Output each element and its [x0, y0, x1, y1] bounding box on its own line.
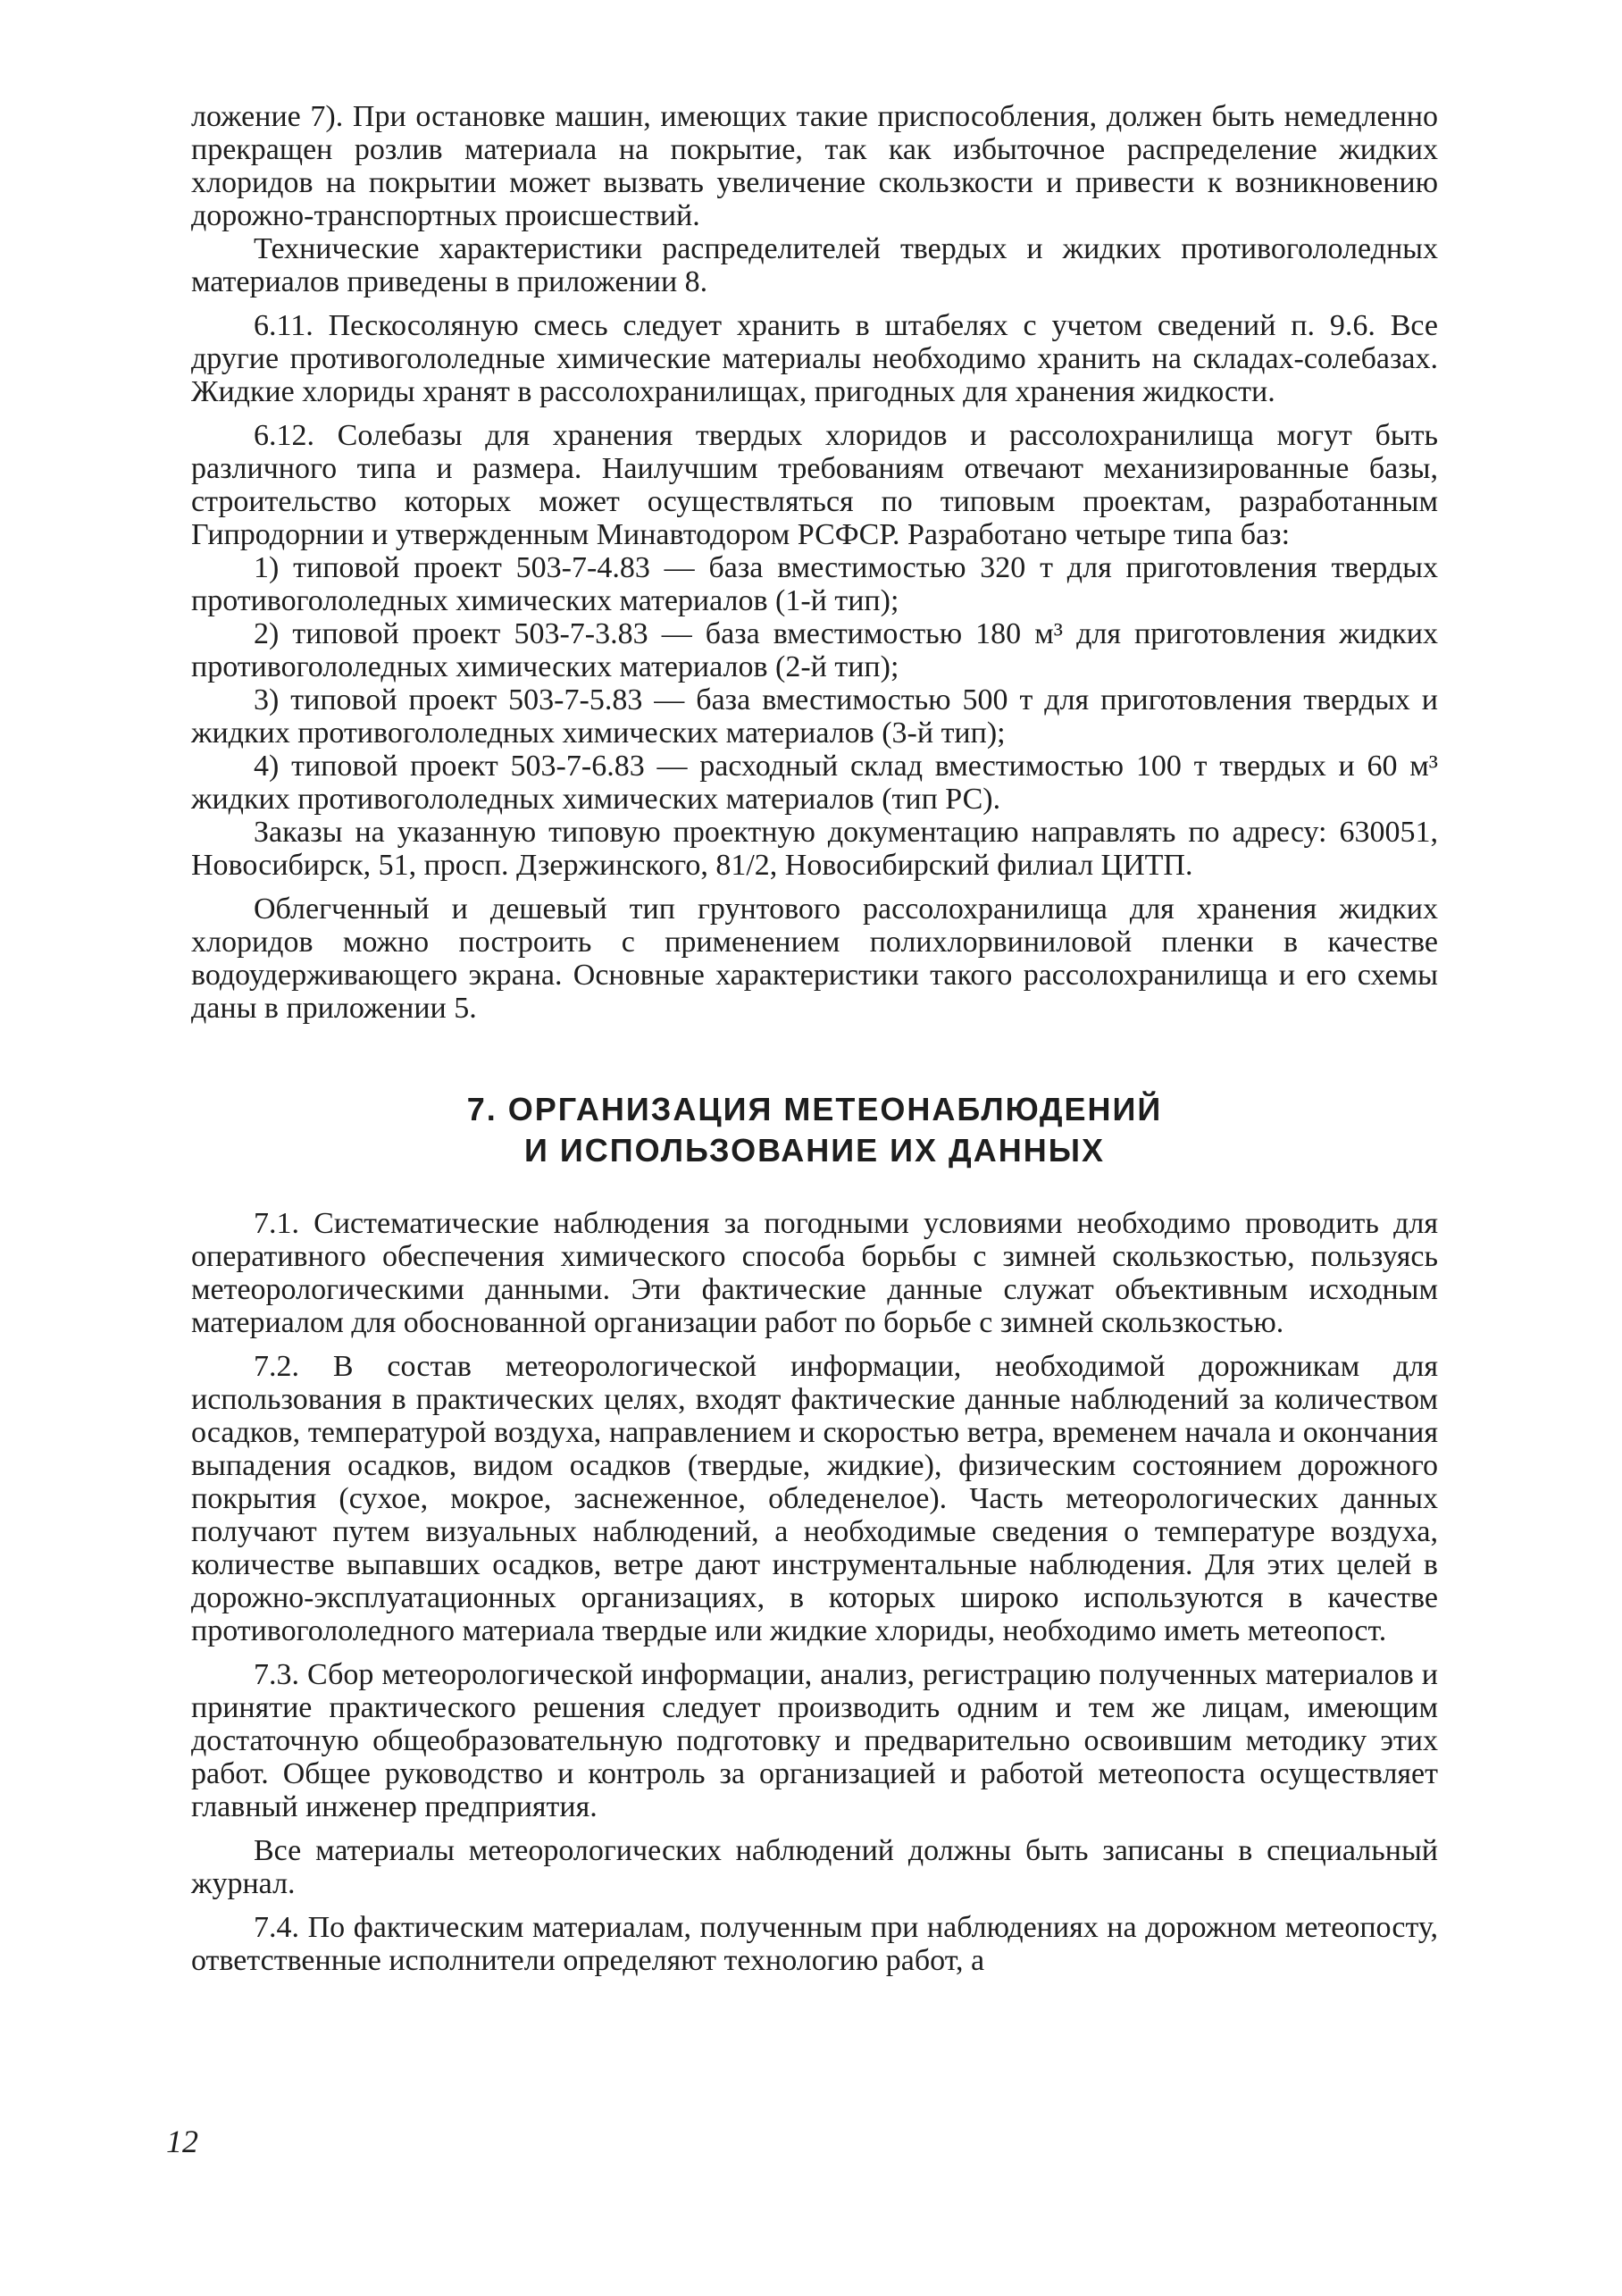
paragraph-continuation: ложение 7). При остановке машин, имеющих такие приспособления, должен быть немедленно прекращен розлив материала на покрытие, так как избыточное распределение жидких хлоридов на покрытии может вызвать увеличение скользкости и привести к возникновению дорожно-транспортных происшествий. — [191, 100, 1438, 232]
section-heading — [191, 1089, 1438, 1171]
list-item-1: 1) типовой проект 503-7-4.83 — база вместимостью 320 т для приготовления твердых противогололедных химических материалов (1-й тип); — [191, 551, 1438, 617]
paragraph-6-11: 6.11. Пескосоляную смесь следует хранить в штабелях с учетом сведений п. 9.6. Все другие противогололедные химические материалы необходимо хранить на складах-солебазах. Жидкие хлориды хранят в рассолохранилищах, пригодных для хранения жидкости. — [191, 309, 1438, 408]
paragraph-6-12: 6.12. Солебазы для хранения твердых хлоридов и рассолохранилища могут быть различного типа и размера. Наилучшим требованиям отвечают механизированные базы, строительство которых может осуществляться по типовым проектам, разработанным Гипродорнии и утвержденным Минавтодором РСФСР. Разработано четыре типа баз: — [191, 419, 1438, 551]
paragraph-7-2: 7.2. В состав метеорологической информации, необходимой дорожникам для использования в практических целях, входят фактические данные наблюдений за количеством осадков, температурой воздуха, направлением и скоростью ветра, временем начала и окончания выпадения осадков, видом осадков (твердые, жидкие), физическим состоянием дорожного покрытия (сухое, мокрое, заснеженное, обледенелое). Часть метеорологических данных получают путем визуальных наблюдений, а необходимые сведения о температуре воздуха, количестве выпавших осадков, ветре дают инструментальные наблюдения. Для этих целей в дорожно-эксплуатационных организациях, в которых широко используются в качестве противогололедного материала твердые или жидкие хлориды, необходимо иметь метеопост. — [191, 1350, 1438, 1647]
paragraph-orders-address: Заказы на указанную типовую проектную документацию направлять по адресу: 630051, Новосибирск, 51, просп. Дзержинского, 81/2, Новосибирский филиал ЦИТП. — [191, 816, 1438, 882]
page-number: 12 — [166, 2124, 198, 2159]
list-item-2: 2) типовой проект 503-7-3.83 — база вместимостью 180 м³ для приготовления жидких противогололедных химических материалов (2-й тип); — [191, 617, 1438, 683]
paragraph-journal: Все материалы метеорологических наблюдений должны быть записаны в специальный журнал. — [191, 1834, 1438, 1900]
paragraph-brine-storage: Облегченный и дешевый тип грунтового рассолохранилища для хранения жидких хлоридов можно построить с применением полихлорвиниловой пленки в качестве водоудерживающего экрана. Основные характеристики такого рассолохранилища и его схемы даны в приложении 5. — [191, 892, 1438, 1025]
paragraph-7-1: 7.1. Систематические наблюдения за погодными условиями необходимо проводить для оперативного обеспечения химического способа борьбы с зимней скользкостью, пользуясь метеорологическими данными. Эти фактические данные служат объективным исходным материалом для обоснованной организации работ по борьбе с зимней скользкостью. — [191, 1207, 1438, 1339]
document-page — [191, 100, 1438, 1977]
paragraph-tech-specs: Технические характеристики распределителей твердых и жидких противогололедных материалов приведены в приложении 8. — [191, 232, 1438, 298]
paragraph-7-4: 7.4. По фактическим материалам, полученным при наблюдениях на дорожном метеопосту, ответственные исполнители определяют технологию работ, а — [191, 1911, 1438, 1977]
section-heading-line-2: И ИСПОЛЬЗОВАНИЕ ИХ ДАННЫХ — [524, 1132, 1105, 1169]
paragraph-7-3: 7.3. Сбор метеорологической информации, анализ, регистрацию полученных материалов и принятие практического решения следует производить одним и тем же лицам, имеющим достаточную общеобразовательную подготовку и предварительно освоившим методику этих работ. Общее руководство и контроль за организацией и работой метеопоста осуществляет главный инженер предприятия. — [191, 1658, 1438, 1823]
list-item-3: 3) типовой проект 503-7-5.83 — база вместимостью 500 т для приготовления твердых и жидких противогололедных химических материалов (3-й тип); — [191, 683, 1438, 750]
section-heading-line-1: 7. ОРГАНИЗАЦИЯ МЕТЕОНАБЛЮДЕНИЙ — [466, 1091, 1163, 1127]
list-item-4: 4) типовой проект 503-7-6.83 — расходный склад вместимостью 100 т твердых и 60 м³ жидких противогололедных химических материалов (тип РС). — [191, 750, 1438, 816]
